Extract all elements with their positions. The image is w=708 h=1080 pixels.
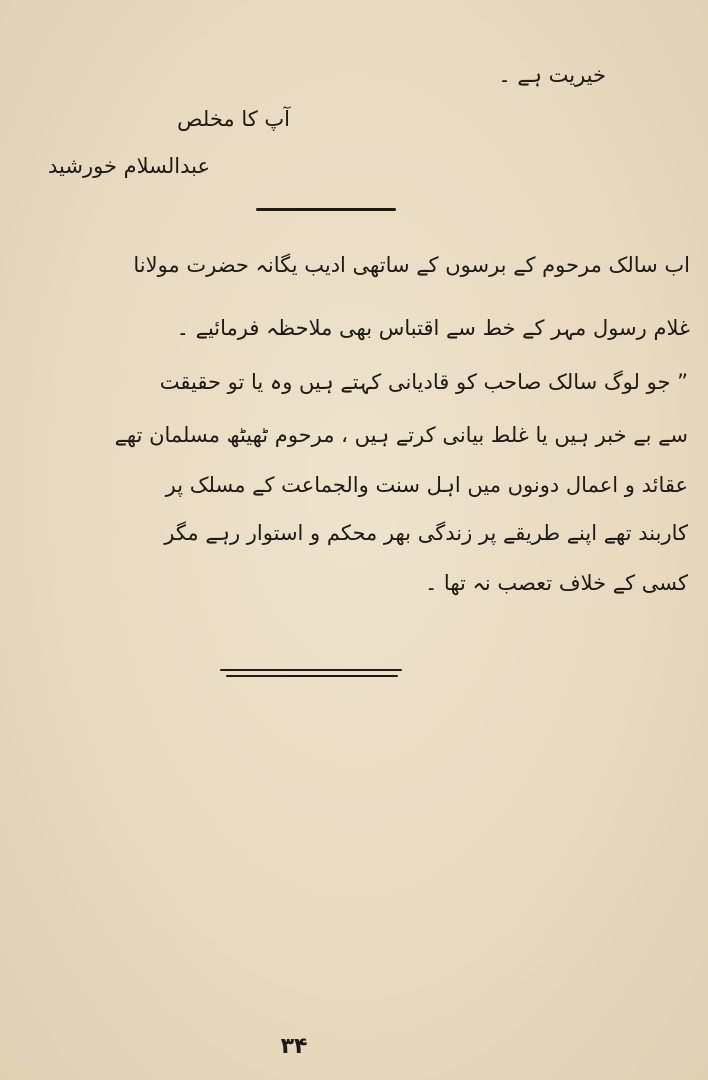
signature-name: عبدالسلام خورشید bbox=[48, 154, 210, 178]
closing-sincerely: آپ کا مخلص bbox=[177, 107, 290, 131]
paragraph-line-1: اب سالک مرحوم کے برسوں کے ساتھی ادیب یگانہ حضرت مولانا bbox=[133, 253, 690, 277]
closing-greeting: خیریت ہے ۔ bbox=[498, 63, 606, 87]
end-divider-line-bottom bbox=[226, 675, 398, 677]
paragraph-line-2: غلام رسول مہر کے خط سے اقتباس بھی ملاحظہ فرمائیے ۔ bbox=[176, 316, 690, 340]
quote-line-2: سے بے خبر ہیں یا غلط بیانی کرتے ہیں ، مرحوم ٹھیٹھ مسلمان تھے bbox=[114, 423, 688, 447]
page-number: ۳۴ bbox=[280, 1034, 308, 1059]
end-divider bbox=[220, 669, 402, 678]
end-divider-line-top bbox=[220, 669, 402, 671]
section-divider bbox=[256, 208, 396, 211]
quote-line-1: ” جو لوگ سالک صاحب کو قادیانی کہتے ہیں وہ یا تو حقیقت bbox=[159, 370, 688, 394]
quote-line-3: عقائد و اعمال دونوں میں اہل سنت والجماعت کے مسلک پر bbox=[165, 473, 688, 497]
quote-line-5: کسی کے خلاف تعصب نہ تھا ۔ bbox=[424, 571, 688, 595]
quote-line-4: کاربند تھے اپنے طریقے پر زندگی بھر محکم و استوار رہے مگر bbox=[164, 521, 688, 545]
